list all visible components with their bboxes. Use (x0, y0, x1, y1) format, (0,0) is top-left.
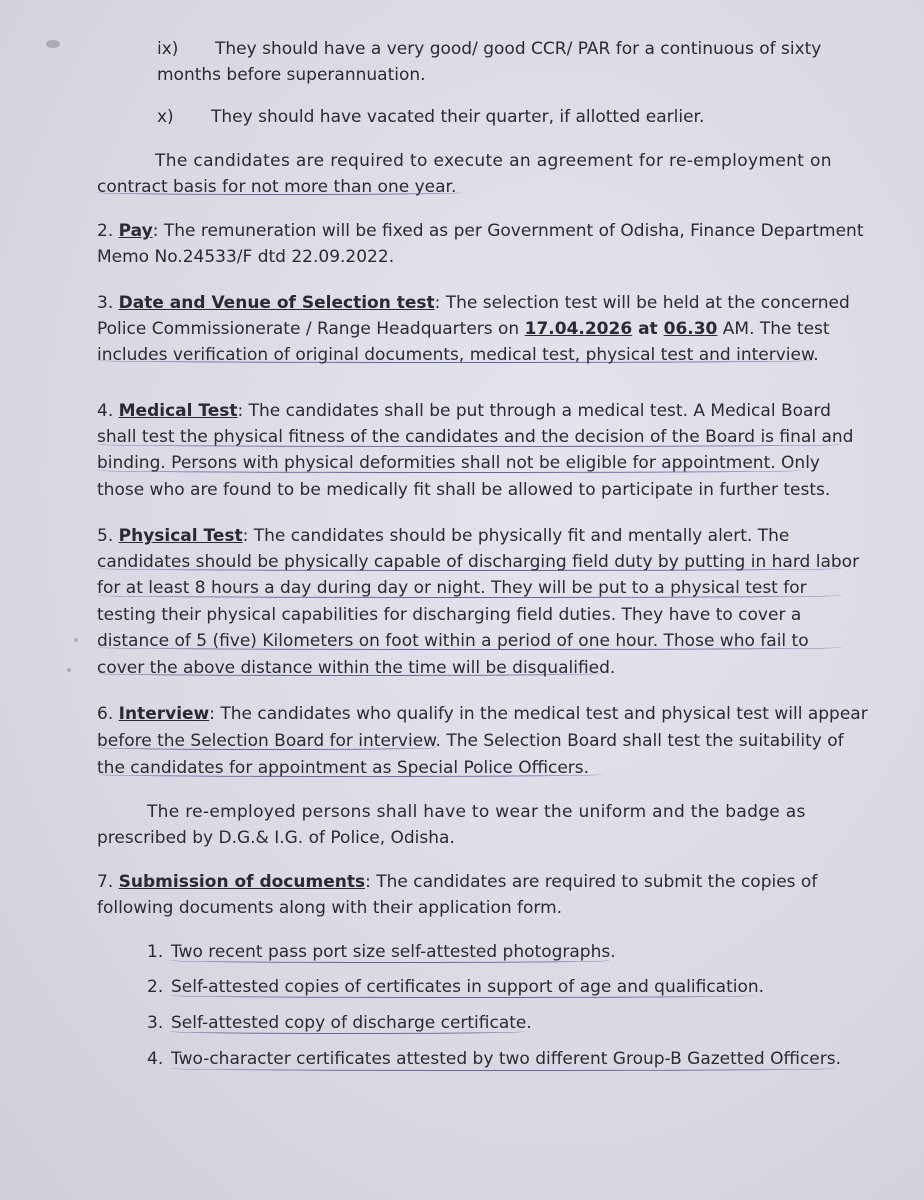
interview-text: : The candidates who qualify in the medical test and physical test will appear (209, 704, 868, 724)
date-venue-line1 (97, 290, 850, 316)
date-venue-text3: AM. The test (717, 319, 830, 339)
uniform-line1: The re-employed persons shall have to wear the uniform and the badge as (147, 802, 806, 822)
list-text: Two recent pass port size self-attested photographs. (171, 942, 616, 962)
pay-heading: Pay (118, 221, 153, 241)
physical-line2: candidates should be physically capable of discharging field duty by putting in hard labor (97, 552, 860, 572)
pen-underline (97, 671, 602, 676)
list-text: Self-attested copy of discharge certificate. (171, 1013, 532, 1033)
medical-heading: Medical Test (118, 401, 238, 421)
item-x-text: They should have vacated their quarter, if allotted earlier. (211, 107, 705, 127)
documents-line1 (97, 869, 817, 895)
item-ix-number: ix) (157, 39, 179, 59)
documents-number: 7. (97, 872, 114, 892)
medical-number: 4. (97, 401, 114, 421)
medical-line2: shall test the physical fitness of the candidates and the decision of the Board is final and (97, 427, 854, 447)
pen-underline (170, 958, 610, 963)
pen-underline (97, 358, 812, 363)
date-venue-line2 (97, 316, 830, 342)
pen-underline (97, 745, 437, 750)
medical-line4: those who are found to be medically fit shall be allowed to participate in further tests. (97, 480, 831, 500)
at-word: at (632, 319, 664, 339)
item-x-number: x) (157, 107, 174, 127)
physical-heading: Physical Test (118, 526, 243, 546)
physical-text: : The candidates should be physically fit and mentally alert. The (242, 526, 790, 546)
interview-line1 (97, 701, 868, 727)
pen-underline (97, 593, 842, 598)
item-ix-line1: They should have a very good/ good CCR/ PAR for a continuous of sixty (215, 39, 822, 59)
pen-underline (170, 1029, 525, 1034)
agreement-line1: The candidates are required to execute an agreement for re-employment on (155, 151, 832, 171)
pen-underline (170, 1066, 835, 1071)
date-venue-text: : The selection test will be held at the concerned (434, 293, 850, 313)
pen-underline (97, 566, 842, 571)
physical-line6: cover the above distance within the time will be disqualified. (97, 658, 616, 678)
pen-underline (97, 645, 842, 650)
interview-number: 6. (97, 704, 114, 724)
pen-underline (97, 190, 462, 195)
scan-smudge (46, 40, 60, 48)
item-ix-line2: months before superannuation. (157, 65, 426, 85)
interview-heading: Interview (118, 704, 210, 724)
medical-text: : The candidates shall be put through a medical test. A Medical Board (237, 401, 831, 421)
date-venue-line3: includes verification of original documents, medical test, physical test and interview. (97, 345, 819, 365)
physical-number: 5. (97, 526, 114, 546)
documents-heading: Submission of documents (118, 872, 366, 892)
list-text: Self-attested copies of certificates in support of age and qualification. (171, 977, 765, 997)
pay-line1 (97, 218, 863, 244)
documents-line2: following documents along with their application form. (97, 898, 563, 918)
list-number: 3. (147, 1013, 164, 1033)
physical-line1 (97, 523, 789, 549)
interview-line2: before the Selection Board for interview. The Selection Board shall test the suitability of (97, 731, 844, 751)
list-number: 2. (147, 977, 164, 997)
scan-dot (74, 638, 78, 642)
date-venue-heading: Date and Venue of Selection test (118, 293, 435, 313)
scan-dot (67, 668, 71, 672)
physical-line5: distance of 5 (five) Kilometers on foot within a period of one hour. Those who fail to (97, 631, 809, 651)
date-venue-number: 3. (97, 293, 114, 313)
interview-line3: the candidates for appointment as Special Police Officers. (97, 758, 590, 778)
physical-line3: for at least 8 hours a day during day or night. They will be put to a physical test for (97, 578, 807, 598)
pay-text: : The remuneration will be fixed as per Government of Odisha, Finance Department (152, 221, 864, 241)
agreement-line2: contract basis for not more than one year. (97, 177, 457, 197)
uniform-line2: prescribed by D.G.& I.G. of Police, Odisha. (97, 828, 455, 848)
pen-underline (170, 993, 755, 998)
pen-underline (97, 442, 842, 447)
physical-line4: testing their physical capabilities for discharging field duties. They have to cover a (97, 605, 802, 625)
date-venue-text2: Police Commissionerate / Range Headquarters on (97, 319, 525, 339)
pay-number: 2. (97, 221, 114, 241)
pay-line2: Memo No.24533/F dtd 22.09.2022. (97, 247, 395, 267)
list-text: Two-character certificates attested by two different Group-B Gazetted Officers. (171, 1049, 841, 1069)
pen-underline (97, 772, 602, 777)
documents-text: : The candidates are required to submit the copies of (365, 872, 818, 892)
test-date: 17.04.2026 (524, 319, 633, 339)
medical-line3: binding. Persons with physical deformities shall not be eligible for appointment. Only (97, 453, 820, 473)
list-number: 1. (147, 942, 164, 962)
pen-underline (97, 468, 802, 473)
medical-line1 (97, 398, 831, 424)
list-number: 4. (147, 1049, 164, 1069)
test-time: 06.30 (663, 319, 718, 339)
